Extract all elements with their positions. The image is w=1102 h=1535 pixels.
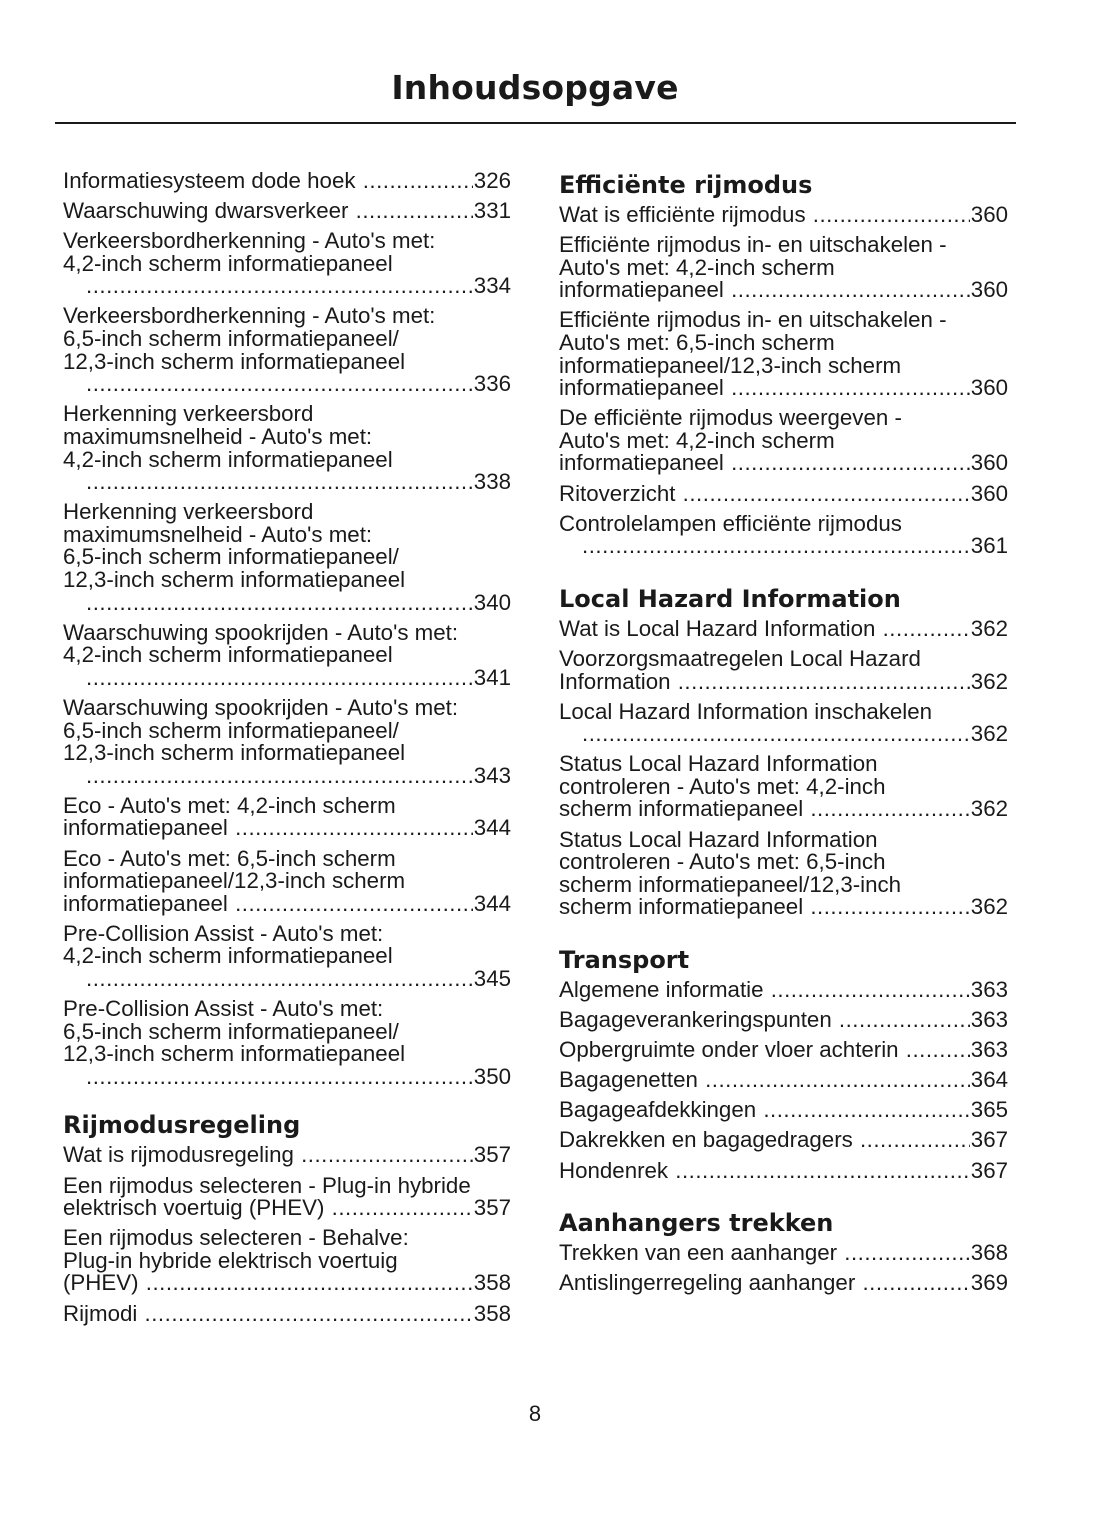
toc-page-number: 344 bbox=[473, 890, 511, 916]
toc-entry[interactable] bbox=[63, 792, 511, 841]
toc-entry-text: 6,5-inch scherm informatiepaneel/ bbox=[63, 544, 399, 570]
toc-entry-text: 4,2-inch scherm informatiepaneel bbox=[63, 642, 393, 668]
toc-entry-text: 6,5-inch scherm informatiepaneel/ bbox=[63, 326, 399, 352]
toc-page-number: 362 bbox=[970, 796, 1008, 822]
toc-entry[interactable] bbox=[559, 309, 1008, 399]
toc-entry-text: maximumsnelheid - Auto's met: bbox=[63, 423, 373, 449]
toc-page-number: 364 bbox=[970, 1067, 1008, 1093]
toc-entry-text: Informatiesysteem dode hoek bbox=[63, 168, 362, 193]
toc-entry[interactable] bbox=[63, 230, 511, 298]
toc-entry[interactable] bbox=[63, 920, 511, 991]
toc-entry-text: 12,3-inch scherm informatiepaneel bbox=[63, 567, 406, 592]
toc-entry-list bbox=[559, 1242, 1008, 1295]
dot-leader bbox=[860, 1129, 970, 1152]
toc-entry[interactable] bbox=[63, 501, 511, 614]
toc-entry-last-line bbox=[85, 275, 511, 298]
dot-leader bbox=[356, 200, 473, 223]
toc-entry[interactable] bbox=[559, 645, 1008, 694]
toc-entry-text: Auto's met: 6,5-inch scherm bbox=[559, 329, 835, 355]
dot-leader bbox=[683, 483, 970, 506]
toc-page-number: 336 bbox=[473, 371, 511, 397]
toc-page-number: 334 bbox=[473, 273, 511, 299]
toc-entry-text: Waarschuwing spookrijden - Auto's met: bbox=[63, 694, 459, 720]
dot-leader bbox=[86, 765, 473, 788]
toc-entry-last-line bbox=[85, 968, 511, 991]
toc-page-number: 358 bbox=[473, 1300, 511, 1326]
toc-entry-text: Status Local Hazard Information bbox=[559, 751, 878, 777]
toc-entry[interactable] bbox=[559, 480, 1008, 506]
dot-leader bbox=[301, 1144, 473, 1167]
toc-entry-last-line bbox=[559, 1240, 1008, 1266]
toc-entry-text: 12,3-inch scherm informatiepaneel bbox=[63, 740, 406, 766]
toc-entry-last-line bbox=[559, 615, 1008, 641]
toc-entry-last-line bbox=[559, 1037, 1008, 1063]
toc-entry[interactable] bbox=[559, 234, 1008, 302]
toc-entry[interactable] bbox=[559, 1039, 1008, 1062]
toc-entry-last-line bbox=[85, 471, 511, 494]
toc-entry[interactable] bbox=[559, 976, 1008, 1002]
toc-entry-text: Status Local Hazard Information bbox=[559, 826, 878, 852]
toc-entry-last-line bbox=[63, 890, 511, 916]
toc-entry-last-line bbox=[63, 1270, 511, 1296]
toc-sections bbox=[63, 1110, 511, 1325]
toc-entry[interactable] bbox=[559, 204, 1008, 227]
toc-entry-text: controleren - Auto's met: 6,5-inch bbox=[559, 849, 886, 875]
toc-entry-text: Bagagenetten bbox=[559, 1067, 705, 1093]
dot-leader bbox=[86, 275, 473, 298]
section-heading: Transport bbox=[559, 945, 690, 974]
toc-entry[interactable] bbox=[63, 694, 511, 788]
dot-leader bbox=[731, 452, 970, 475]
section-heading: Efficiënte rijmodus bbox=[559, 171, 813, 199]
toc-entry-text: Pre-Collision Assist - Auto's met: bbox=[63, 920, 384, 946]
dot-leader bbox=[906, 1039, 970, 1062]
toc-page-number: 361 bbox=[970, 533, 1008, 559]
toc-section bbox=[63, 1110, 511, 1325]
toc-entry-text: Algemene informatie bbox=[559, 976, 770, 1002]
toc-entry-text: Auto's met: 4,2-inch scherm bbox=[559, 427, 835, 453]
toc-page-number: 362 bbox=[970, 668, 1008, 694]
toc-entry-text: 4,2-inch scherm informatiepaneel bbox=[63, 250, 393, 276]
toc-entry-text: Wat is Local Hazard Information bbox=[559, 615, 882, 641]
toc-page-number: 362 bbox=[970, 615, 1008, 641]
toc-entry-last-line bbox=[63, 198, 511, 224]
toc-entry-text: Eco - Auto's met: 6,5-inch scherm bbox=[63, 845, 396, 871]
toc-entry[interactable] bbox=[63, 1227, 511, 1295]
toc-entry[interactable] bbox=[559, 826, 1008, 920]
toc-entry-text: Trekken van een aanhanger bbox=[559, 1240, 844, 1266]
dot-leader bbox=[86, 373, 473, 396]
dot-leader bbox=[86, 1066, 473, 1089]
dot-leader bbox=[86, 667, 473, 690]
toc-page-number: 363 bbox=[970, 976, 1008, 1002]
toc-page-number: 365 bbox=[970, 1097, 1008, 1123]
dot-leader bbox=[705, 1069, 970, 1092]
toc-entry-last-line bbox=[63, 1195, 511, 1221]
toc-entry[interactable] bbox=[559, 1129, 1008, 1152]
toc-page-number: 362 bbox=[970, 721, 1008, 747]
toc-page-number: 358 bbox=[473, 1270, 511, 1296]
toc-section bbox=[559, 170, 1008, 558]
toc-entry-text: Rijmodi bbox=[63, 1300, 144, 1326]
toc-section bbox=[559, 584, 1008, 919]
toc-entry-text: 4,2-inch scherm informatiepaneel bbox=[63, 943, 393, 969]
toc-entry-last-line bbox=[559, 976, 1008, 1002]
toc-page-number: 360 bbox=[970, 277, 1008, 303]
toc-entry-last-line bbox=[559, 1007, 1008, 1033]
dot-leader bbox=[675, 1160, 970, 1183]
toc-entry-last-line bbox=[559, 1097, 1008, 1123]
dot-leader bbox=[862, 1272, 969, 1295]
toc-entry-last-line bbox=[559, 1127, 1008, 1153]
toc-entry-text: informatiepaneel bbox=[559, 375, 731, 401]
toc-entry[interactable] bbox=[559, 698, 1008, 747]
toc-entry-last-line bbox=[85, 664, 511, 690]
toc-entry[interactable] bbox=[63, 403, 511, 493]
toc-entry-last-line bbox=[559, 1067, 1008, 1093]
toc-page-number: 326 bbox=[473, 168, 511, 193]
dot-leader bbox=[146, 1272, 473, 1295]
toc-entry-text: Opbergruimte onder vloer achterin bbox=[559, 1037, 905, 1063]
toc-entry-text: Waarschuwing spookrijden - Auto's met: bbox=[63, 619, 459, 645]
toc-page-number: 340 bbox=[473, 589, 511, 615]
toc-entry-text: informatiepaneel bbox=[559, 450, 731, 476]
toc-entry-text: informatiepaneel bbox=[63, 815, 235, 841]
toc-entry-text: Waarschuwing dwarsverkeer bbox=[63, 198, 355, 224]
toc-entry[interactable] bbox=[559, 1069, 1008, 1092]
toc-entry-text: 6,5-inch scherm informatiepaneel/ bbox=[63, 717, 399, 743]
toc-entry-last-line bbox=[559, 480, 1008, 506]
toc-page-number: 363 bbox=[970, 1007, 1008, 1033]
toc-entry-text: Dakrekken en bagagedragers bbox=[559, 1127, 859, 1153]
toc-entry[interactable] bbox=[559, 407, 1008, 475]
page-number: 8 bbox=[528, 1401, 542, 1426]
toc-entry-text: scherm informatiepaneel bbox=[559, 894, 810, 920]
toc-entry-text: Voorzorgsmaatregelen Local Hazard bbox=[559, 645, 921, 671]
toc-entry-last-line bbox=[85, 762, 511, 788]
toc-section bbox=[559, 945, 1008, 1182]
toc-entry-last-line bbox=[559, 277, 1008, 303]
toc-entry-last-line bbox=[85, 1063, 511, 1089]
toc-entry[interactable] bbox=[63, 1172, 511, 1221]
toc-entry-text: (PHEV) bbox=[63, 1270, 145, 1296]
toc-page-number: 344 bbox=[473, 815, 511, 841]
toc-left-column bbox=[63, 170, 511, 1333]
toc-entry[interactable] bbox=[559, 1099, 1008, 1122]
dot-leader bbox=[883, 618, 970, 641]
toc-page-number: 367 bbox=[970, 1157, 1008, 1183]
toc-section bbox=[559, 1208, 1008, 1295]
title-divider bbox=[55, 122, 1016, 124]
toc-entry-text: scherm informatiepaneel bbox=[559, 796, 810, 822]
toc-entry-text: Bagageverankeringspunten bbox=[559, 1007, 838, 1033]
toc-page-number: 369 bbox=[970, 1270, 1008, 1296]
toc-entry-last-line bbox=[63, 815, 511, 841]
toc-entry-text: Een rijmodus selecteren - Behalve: bbox=[63, 1225, 409, 1251]
toc-page-number: 363 bbox=[970, 1037, 1008, 1063]
toc-entry-text: Wat is rijmodusregeling bbox=[63, 1142, 301, 1168]
toc-entry-text: informatiepaneel/12,3-inch scherm bbox=[559, 352, 902, 378]
toc-entry-last-line bbox=[559, 202, 1008, 227]
dot-leader bbox=[363, 170, 473, 193]
dot-leader bbox=[813, 204, 970, 227]
toc-entry[interactable] bbox=[559, 615, 1008, 641]
dot-leader bbox=[582, 535, 970, 558]
toc-entry-text: 12,3-inch scherm informatiepaneel bbox=[63, 1041, 406, 1067]
toc-entry-list bbox=[63, 170, 511, 1088]
toc-entry-text: Controlelampen efficiënte rijmodus bbox=[559, 510, 902, 536]
toc-page-number: 360 bbox=[970, 480, 1008, 506]
toc-entry-text: Bagageafdekkingen bbox=[559, 1097, 763, 1123]
toc-entry-last-line bbox=[63, 168, 511, 193]
toc-entry[interactable] bbox=[63, 1300, 511, 1326]
toc-entry-text: maximumsnelheid - Auto's met: bbox=[63, 521, 373, 547]
toc-entry[interactable] bbox=[63, 305, 511, 395]
toc-entry[interactable] bbox=[63, 1144, 511, 1167]
toc-entry-text: 12,3-inch scherm informatiepaneel bbox=[63, 348, 406, 374]
toc-entry-last-line bbox=[559, 668, 1008, 694]
toc-page-number: 343 bbox=[473, 762, 511, 788]
toc-entry[interactable] bbox=[559, 1242, 1008, 1265]
toc-page-number: 360 bbox=[970, 375, 1008, 401]
toc-entry-last-line bbox=[581, 723, 1008, 746]
section-heading: Local Hazard Information bbox=[559, 584, 901, 613]
toc-entry-text: Wat is efficiënte rijmodus bbox=[559, 202, 812, 227]
toc-entry-last-line bbox=[85, 373, 511, 396]
toc-page-number: 357 bbox=[473, 1142, 511, 1168]
toc-entry-text: Verkeersbordherkenning - Auto's met: bbox=[63, 228, 436, 254]
toc-entry-last-line bbox=[581, 535, 1008, 558]
toc-page-number: 338 bbox=[473, 469, 511, 495]
toc-page-number: 350 bbox=[473, 1063, 511, 1089]
toc-page-number: 368 bbox=[970, 1240, 1008, 1266]
dot-leader bbox=[763, 1099, 969, 1122]
toc-entry[interactable] bbox=[63, 170, 511, 193]
toc-entry-last-line bbox=[559, 894, 1008, 920]
dot-leader bbox=[771, 979, 970, 1002]
toc-entry-text: De efficiënte rijmodus weergeven - bbox=[559, 405, 902, 431]
toc-entry-last-line bbox=[63, 1142, 511, 1168]
toc-entry[interactable] bbox=[63, 619, 511, 690]
toc-entry-last-line bbox=[559, 796, 1008, 822]
toc-entry-text: informatiepaneel/12,3-inch scherm bbox=[63, 868, 406, 894]
toc-entry[interactable] bbox=[559, 1157, 1008, 1183]
toc-entry-last-line bbox=[85, 589, 511, 615]
toc-entry-list bbox=[559, 976, 1008, 1183]
toc-entry-text: Verkeersbordherkenning - Auto's met: bbox=[63, 303, 436, 329]
toc-entry-text: 6,5-inch scherm informatiepaneel/ bbox=[63, 1018, 399, 1044]
toc-entry-last-line bbox=[559, 450, 1008, 476]
toc-page-number: 331 bbox=[473, 198, 511, 224]
toc-entry-list bbox=[559, 204, 1008, 558]
dot-leader bbox=[86, 968, 473, 991]
toc-entry-list bbox=[63, 1144, 511, 1325]
toc-page-number: 367 bbox=[970, 1127, 1008, 1153]
toc-entry-text: controleren - Auto's met: 4,2-inch bbox=[559, 773, 886, 799]
page-title: Inhoudsopgave bbox=[391, 68, 679, 107]
section-heading: Aanhangers trekken bbox=[559, 1209, 834, 1238]
toc-entry[interactable] bbox=[559, 753, 1008, 821]
toc-page-number: 360 bbox=[970, 202, 1008, 227]
toc-entry-text: Efficiënte rijmodus in- en uitschakelen - bbox=[559, 232, 947, 258]
toc-entry-text: Herkenning verkeersbord bbox=[63, 499, 314, 525]
toc-entry-text: elektrisch voertuig (PHEV) bbox=[63, 1195, 331, 1221]
dot-leader bbox=[235, 893, 473, 916]
toc-entry-text: Local Hazard Information inschakelen bbox=[559, 698, 933, 724]
dot-leader bbox=[810, 896, 969, 919]
toc-entry-text: Ritoverzicht bbox=[559, 480, 682, 506]
toc-entry[interactable] bbox=[63, 998, 511, 1088]
dot-leader bbox=[235, 817, 473, 840]
toc-entry-text: Een rijmodus selecteren - Plug-in hybride bbox=[63, 1172, 471, 1198]
toc-entry-text: Hondenrek bbox=[559, 1157, 675, 1183]
toc-page-number: 341 bbox=[473, 664, 511, 690]
dot-leader bbox=[810, 798, 969, 821]
toc-entry-text: Antislingerregeling aanhanger bbox=[559, 1270, 862, 1296]
toc-page-number: 362 bbox=[970, 894, 1008, 920]
toc-entry[interactable] bbox=[559, 1009, 1008, 1032]
toc-entry-text: informatiepaneel bbox=[559, 277, 731, 303]
toc-page-number: 345 bbox=[473, 966, 511, 991]
dot-leader bbox=[582, 723, 970, 746]
toc-entry-last-line bbox=[559, 375, 1008, 401]
toc-entry-text: informatiepaneel bbox=[63, 890, 235, 916]
toc-entry[interactable] bbox=[63, 845, 511, 916]
toc-entry[interactable] bbox=[63, 200, 511, 223]
toc-page-number: 357 bbox=[473, 1195, 511, 1221]
toc-entry[interactable] bbox=[559, 1272, 1008, 1295]
dot-leader bbox=[839, 1009, 970, 1032]
toc-entry-last-line bbox=[559, 1157, 1008, 1183]
toc-entry-last-line bbox=[63, 1300, 511, 1326]
toc-entry[interactable] bbox=[559, 510, 1008, 559]
dot-leader bbox=[844, 1242, 970, 1265]
toc-entry-text: Auto's met: 4,2-inch scherm bbox=[559, 254, 835, 280]
dot-leader bbox=[731, 279, 970, 302]
dot-leader bbox=[332, 1197, 473, 1220]
toc-entry-text: Herkenning verkeersbord bbox=[63, 401, 314, 427]
toc-entry-text: scherm informatiepaneel/12,3-inch bbox=[559, 871, 902, 897]
toc-entry-text: Information bbox=[559, 668, 677, 694]
dot-leader bbox=[86, 592, 473, 615]
section-heading: Rijmodusregeling bbox=[63, 1111, 301, 1140]
toc-entry-text: Efficiënte rijmodus in- en uitschakelen - bbox=[559, 307, 947, 333]
dot-leader bbox=[145, 1303, 473, 1326]
dot-leader bbox=[731, 377, 970, 400]
toc-entry-list bbox=[559, 615, 1008, 920]
toc-entry-last-line bbox=[559, 1270, 1008, 1296]
toc-right-column bbox=[559, 170, 1008, 1302]
toc-sections bbox=[559, 170, 1008, 1295]
toc-entry-text: Eco - Auto's met: 4,2-inch scherm bbox=[63, 792, 396, 818]
toc-page-number: 360 bbox=[970, 450, 1008, 476]
dot-leader bbox=[678, 671, 970, 694]
toc-entry-text: Plug-in hybride elektrisch voertuig bbox=[63, 1247, 398, 1273]
dot-leader bbox=[86, 471, 473, 494]
toc-entry-text: 4,2-inch scherm informatiepaneel bbox=[63, 446, 393, 472]
toc-entry-text: Pre-Collision Assist - Auto's met: bbox=[63, 996, 384, 1022]
